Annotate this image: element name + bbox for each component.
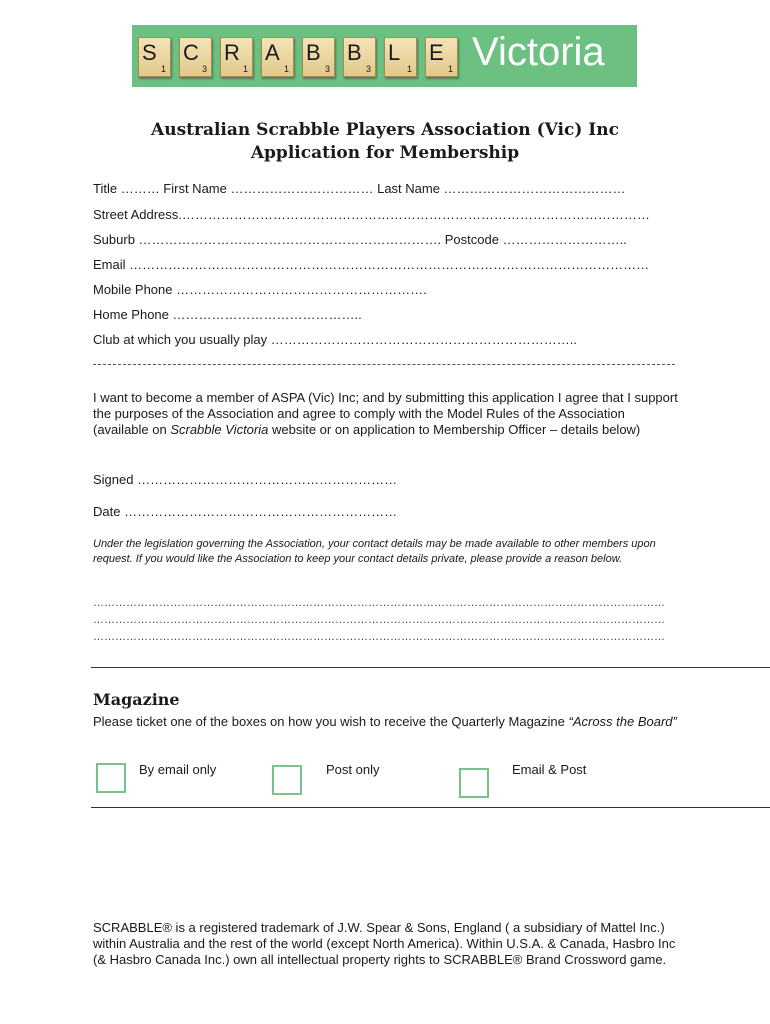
checkbox-email-only[interactable] xyxy=(96,763,126,793)
magazine-instruction xyxy=(93,714,683,730)
tile-points: 1 xyxy=(283,64,289,74)
trademark-notice: SCRABBLE® is a registered trademark of J.W. Spear & Sons, England ( a subsidiary of Mattel Inc.) within Australia and the rest of the world (except North America). Within U.S.A. & Canada, Hasbro Inc (& Hasbro Canada Inc.) own all intellectual property rights to SCRABBLE® Brand Crossword game. xyxy=(93,920,676,967)
privacy-note: Under the legislation governing the Association, your contact details may be made available to other members upon request. If you would like the Association to keep your contact details private, please provide a reason below. xyxy=(93,538,656,565)
tile-letter: C xyxy=(183,40,199,65)
tile-letter: A xyxy=(265,40,280,65)
magazine-name: “Across the Board” xyxy=(568,714,677,729)
checkbox-post-only[interactable] xyxy=(272,765,302,795)
signed-field[interactable]: Signed …………………………………………………… xyxy=(93,472,398,487)
logo-tile xyxy=(261,37,294,77)
tile-points: 1 xyxy=(447,64,453,74)
logo-tile xyxy=(220,37,253,77)
tile-letter: E xyxy=(429,40,444,65)
tile-letter: B xyxy=(306,40,321,65)
magazine-heading: Magazine xyxy=(93,690,180,709)
tile-points: 3 xyxy=(365,64,371,74)
tile-points: 3 xyxy=(201,64,207,74)
tile-letter: L xyxy=(388,40,401,65)
form-title: Application for Membership xyxy=(250,143,520,163)
email-field[interactable]: Email ………………………………………………………………………………………………………… xyxy=(93,257,650,272)
logo-word: Victoria xyxy=(472,30,605,74)
name-field-row[interactable]: Title ……… First Name …………………………… Last Name …………………………………… xyxy=(93,181,626,196)
reason-line[interactable]: ………………………………………………………………………………………………………………………………………… xyxy=(93,597,665,609)
section-divider xyxy=(93,364,675,365)
date-field[interactable]: Date ……………………………………………………… xyxy=(93,504,398,519)
agreement-text-end: website or on application to Membership Officer – details below) xyxy=(268,422,641,437)
association-title: Australian Scrabble Players Association (Vic) Inc xyxy=(151,120,619,140)
tile-letter: R xyxy=(224,40,240,65)
section-rule xyxy=(91,807,770,808)
checkbox-label-post-only: Post only xyxy=(326,762,380,777)
logo-tile xyxy=(343,37,376,77)
tile-points: 1 xyxy=(160,64,166,74)
tile-points: 1 xyxy=(242,64,248,74)
agreement-text: I want to become a member of ASPA (Vic) Inc; and by submitting this application I agree that I support the purposes of the Association and agree to comply with the Model Rules of the Association (available on xyxy=(93,390,678,437)
tile-points: 1 xyxy=(406,64,412,74)
reason-line[interactable]: ………………………………………………………………………………………………………………………………………… xyxy=(93,631,665,643)
tile-points: 3 xyxy=(324,64,330,74)
mobile-phone-field[interactable]: Mobile Phone …………………………………………………. xyxy=(93,282,427,297)
club-field[interactable]: Club at which you usually play …………………………………………………………….. xyxy=(93,332,577,347)
reason-line[interactable]: ………………………………………………………………………………………………………………………………………… xyxy=(93,614,665,626)
checkbox-label-email-only: By email only xyxy=(139,762,217,777)
section-rule xyxy=(91,667,770,668)
magazine-instruction-text: Please ticket one of the boxes on how you wish to receive the Quarterly Magazine xyxy=(93,714,569,729)
scrabble-victoria-logo xyxy=(132,25,637,87)
logo-tile xyxy=(138,37,171,77)
tile-letter: B xyxy=(347,40,362,65)
logo-tile xyxy=(425,37,458,77)
checkbox-email-and-post[interactable] xyxy=(459,768,489,798)
logo-tile xyxy=(384,37,417,77)
checkbox-label-email-and-post: Email & Post xyxy=(512,762,587,777)
membership-agreement xyxy=(93,390,683,438)
logo-tile xyxy=(302,37,335,77)
home-phone-field[interactable]: Home Phone …………………………………….. xyxy=(93,307,362,322)
suburb-postcode-row[interactable]: Suburb ……………………………………………………………. Postcode ……………………….. xyxy=(93,232,627,247)
logo-tile xyxy=(179,37,212,77)
tile-letter: S xyxy=(142,40,157,65)
agreement-website-name: Scrabble Victoria xyxy=(170,422,269,437)
street-address-field[interactable]: Street Address.……………………………………………………………………………………………… xyxy=(93,207,650,222)
